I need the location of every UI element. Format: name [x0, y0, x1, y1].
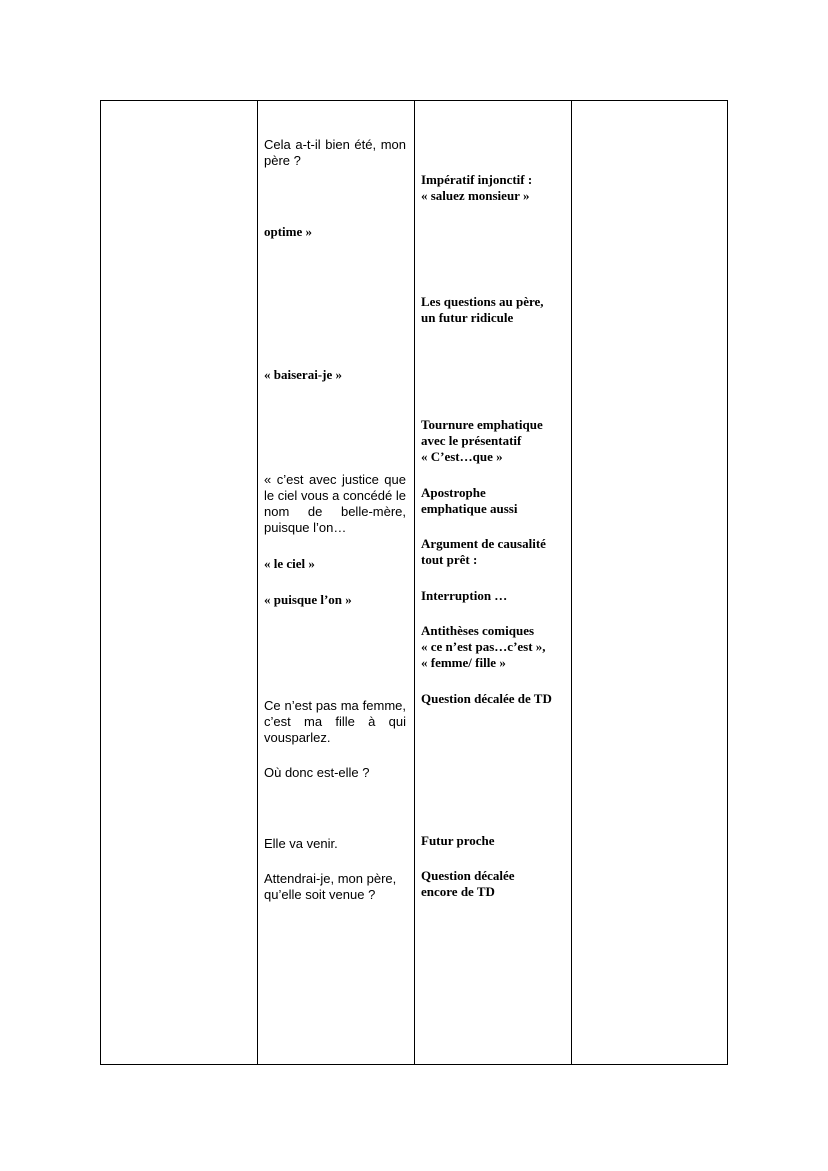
analysis-table: [100, 100, 728, 1065]
analysis-note: Apostrophe emphatique aussi: [421, 485, 518, 516]
analysis-note: Tournure emphatique avec le présentatif « C’est…que »: [421, 417, 543, 464]
analysis-note: Les questions au père, un futur ridicule: [421, 294, 544, 325]
column-divider: [414, 101, 415, 1064]
text-quote: « le ciel »: [264, 556, 315, 571]
analysis-note: Impératif injonctif : « saluez monsieur »: [421, 172, 533, 203]
analysis-note: Interruption …: [421, 588, 508, 603]
analysis-note: Antithèses comiques « ce n’est pas…c’est », « femme/ fille »: [421, 623, 546, 670]
analysis-note: Question décalée encore de TD: [421, 868, 515, 899]
analysis-note: Futur proche: [421, 833, 495, 848]
text-quote: « baiserai-je »: [264, 367, 342, 382]
column-divider: [257, 101, 258, 1064]
text-quote: Cela a-t-il bien été, mon père ?: [264, 137, 406, 168]
analysis-note: Argument de causalité tout prêt :: [421, 536, 546, 567]
text-quote: Ce n’est pas ma femme, c’est ma fille à qui vousparlez.: [264, 698, 406, 745]
analysis-note: Question décalée de TD: [421, 691, 552, 706]
text-quote: optime »: [264, 224, 313, 239]
column-divider: [571, 101, 572, 1064]
text-quote: « c’est avec justice que le ciel vous a concédé le nom de belle-mère, puisque l’on…: [264, 472, 406, 535]
text-quote: Où donc est-elle ?: [264, 765, 370, 780]
text-quote: Elle va venir.: [264, 836, 338, 851]
text-quote: Attendrai-je, mon père, qu’elle soit venue ?: [264, 871, 397, 902]
text-quote: « puisque l’on »: [264, 592, 352, 607]
